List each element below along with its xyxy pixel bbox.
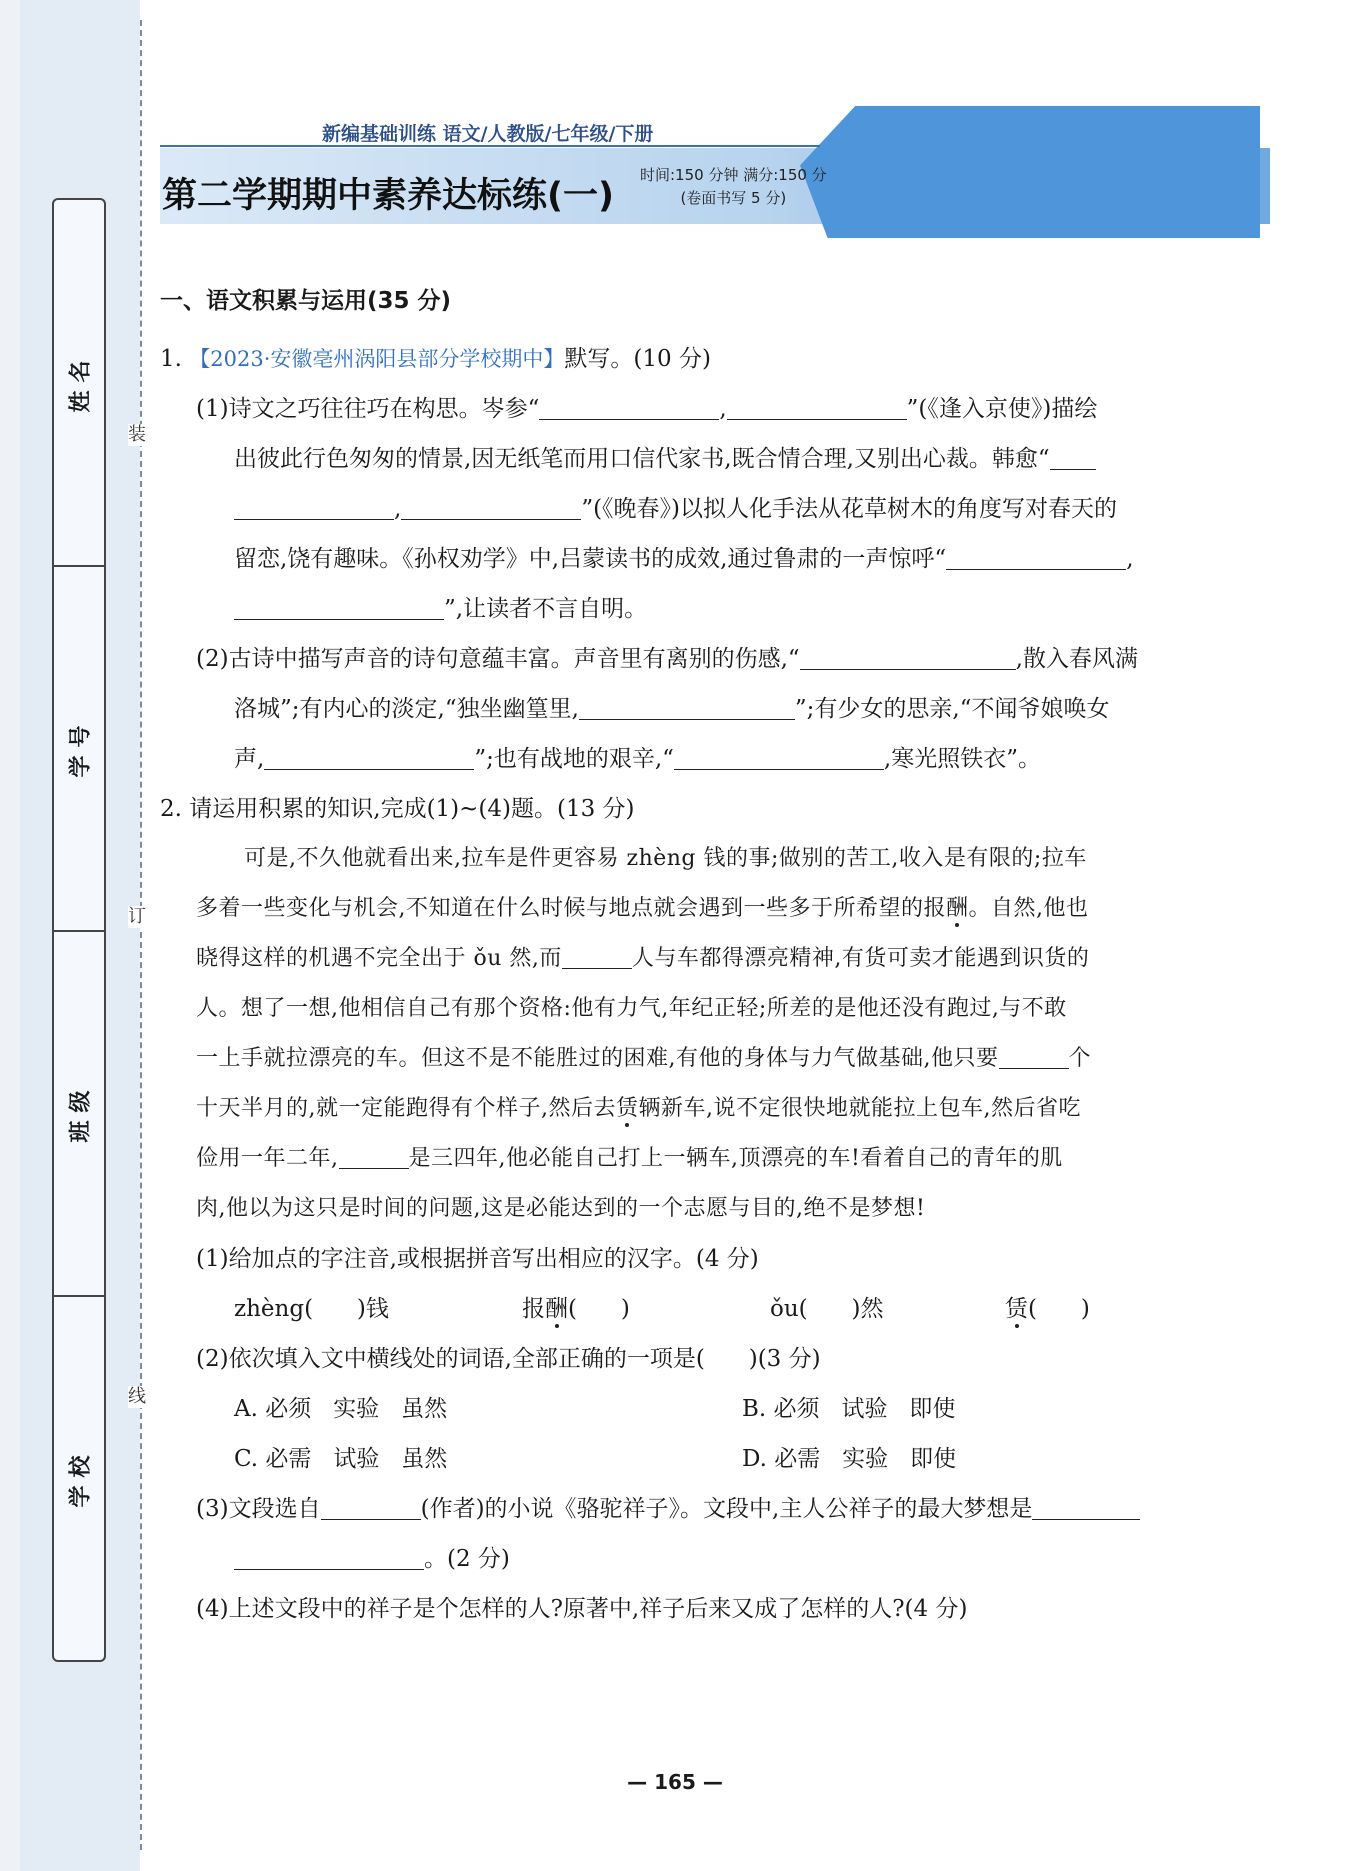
passage-line xyxy=(160,1034,1280,1084)
text: , xyxy=(719,396,727,422)
passage-line: 人。想了一想,他相信自己有那个资格:他有力气,年纪正轻;所差的是他还没有跑过,与不敢 xyxy=(196,996,1067,1021)
answer-blank[interactable] xyxy=(401,495,581,520)
handwriting-score: (卷面书写 5 分) xyxy=(680,189,787,207)
question-task: 默写。(10 分) xyxy=(564,346,711,372)
pinyin-item[interactable] xyxy=(1005,1284,1090,1334)
answer-blank[interactable] xyxy=(234,1545,424,1570)
q1-part2-line3 xyxy=(160,734,1280,784)
text: (3)文段选自 xyxy=(196,1496,321,1522)
binding-mark-xian: 线 xyxy=(128,1386,146,1407)
sub-question-3-cont xyxy=(160,1534,1280,1584)
text: 个 xyxy=(1068,1046,1092,1071)
answer-blank[interactable] xyxy=(800,645,1016,670)
text: 洛城”;有内心的淡定,“独坐幽篁里, xyxy=(234,696,579,722)
text: ǒu( xyxy=(770,1296,808,1322)
divider xyxy=(160,145,820,147)
student-number-label: 学号 xyxy=(68,717,94,778)
class-field[interactable] xyxy=(54,930,104,1295)
answer-blank[interactable] xyxy=(727,395,907,420)
text: , xyxy=(1126,546,1134,572)
name-label: 姓名 xyxy=(68,352,94,413)
text: ( ) xyxy=(1028,1296,1090,1322)
sub-question-1: (1)给加点的字注音,或根据拼音写出相应的汉字。(4 分) xyxy=(196,1246,759,1272)
answer-blank[interactable] xyxy=(562,944,632,969)
header-accent xyxy=(800,106,1260,238)
text: zhèng( xyxy=(234,1296,314,1322)
answer-blank[interactable] xyxy=(234,595,444,620)
text: 出彼此行色匆匆的情景,因无纸笔而用口信代家书,既合情合理,又别出心裁。韩愈“ xyxy=(234,446,1050,472)
binding-mark-zhuang: 装 xyxy=(128,424,146,445)
passage-line xyxy=(160,1084,1280,1134)
text: 人与车都得漂亮精神,有货可卖才能遇到识货的 xyxy=(631,946,1090,971)
time-score: 时间:150 分钟 满分:150 分 xyxy=(640,166,827,184)
text: 声, xyxy=(234,746,265,772)
answer-blank[interactable] xyxy=(579,695,795,720)
text: 。自然,他也 xyxy=(968,896,1089,921)
dotted-char: 赁 xyxy=(616,1096,639,1121)
text: 一上手就拉漂亮的车。但这不是不能胜过的困难,有他的身体与力气做基础,他只要 xyxy=(196,1046,999,1071)
passage-line xyxy=(160,884,1280,934)
answer-blank[interactable] xyxy=(234,495,394,520)
page-edge xyxy=(0,0,20,1871)
sub-question-3 xyxy=(160,1484,1280,1534)
option-d[interactable]: D. 必需 实验 即使 xyxy=(742,1446,957,1472)
text: 。(2 分) xyxy=(424,1546,510,1572)
text: )然 xyxy=(807,1296,884,1322)
book-subtitle: 新编基础训练 语文/人教版/七年级/下册 xyxy=(322,123,654,145)
question-number: 1. xyxy=(160,346,182,372)
page-number: — 165 — xyxy=(627,1770,723,1794)
text: (2)古诗中描写声音的诗句意蕴丰富。声音里有离别的伤感,“ xyxy=(196,646,800,672)
text: , xyxy=(394,496,402,522)
question-source: 【2023·安徽亳州涡阳县部分学校期中】 xyxy=(189,347,565,371)
q1-part1-line1 xyxy=(160,384,1280,434)
q1-part1-line2 xyxy=(160,434,1280,484)
binding-mark-ding: 订 xyxy=(128,906,146,927)
answer-blank[interactable] xyxy=(1032,1495,1140,1520)
binding-line xyxy=(140,20,142,1850)
school-field[interactable] xyxy=(54,1295,104,1660)
pinyin-item[interactable] xyxy=(770,1284,883,1334)
exam-info xyxy=(640,164,827,210)
text: 辆新车,说不定很快地就能拉上包车,然后省吃 xyxy=(638,1096,1082,1121)
answer-blank[interactable] xyxy=(946,545,1126,570)
text: 十天半月的,就一定能跑得有个样子,然后去 xyxy=(196,1096,616,1121)
text: ”,让读者不言自明。 xyxy=(444,596,648,622)
option-b[interactable]: B. 必须 试验 即使 xyxy=(742,1396,956,1422)
text: (1)诗文之巧往往巧在构思。岑参“ xyxy=(196,396,540,422)
passage-line: 肉,他以为这只是时间的问题,这是必能达到的一个志愿与目的,绝不是梦想! xyxy=(196,1196,926,1221)
q1-part1-line3 xyxy=(160,484,1280,534)
text: 俭用一年二年, xyxy=(196,1146,339,1171)
text: (作者)的小说《骆驼祥子》。文段中,主人公祥子的最大梦想是 xyxy=(420,1496,1033,1522)
student-number-field[interactable] xyxy=(54,565,104,930)
class-label: 班级 xyxy=(68,1082,94,1143)
dotted-char: 酬 xyxy=(946,896,969,921)
option-c[interactable]: C. 必需 试验 虽然 xyxy=(234,1446,448,1472)
pinyin-item[interactable] xyxy=(522,1284,630,1334)
text: ( ) xyxy=(568,1296,630,1322)
school-label: 学校 xyxy=(68,1447,94,1508)
question-1 xyxy=(160,334,1280,384)
text: 晓得这样的机遇不完全出于 ǒu 然,而 xyxy=(196,946,562,971)
student-info-box xyxy=(52,198,106,1662)
text: 是三四年,他必能自己打上一辆车,顶漂亮的车!看着自己的青年的肌 xyxy=(408,1146,1063,1171)
sub-question-2: (2)依次填入文中横线处的词语,全部正确的一项是( )(3 分) xyxy=(196,1346,821,1372)
options-row xyxy=(160,1434,1280,1484)
q1-part2-line1 xyxy=(160,634,1280,684)
passage-line xyxy=(160,1134,1280,1184)
text: ”(《晚春》)以拟人化手法从花草树木的角度写对春天的 xyxy=(581,496,1118,522)
answer-blank[interactable] xyxy=(1050,445,1096,470)
text: ”;有少女的思亲,“不闻爷娘唤女 xyxy=(794,696,1110,722)
answer-blank[interactable] xyxy=(539,395,719,420)
page-title: 第二学期期中素养达标练(一) xyxy=(162,176,614,216)
sub-question-4: (4)上述文段中的祥子是个怎样的人?原著中,祥子后来又成了怎样的人?(4 分) xyxy=(196,1596,968,1622)
section-title: 一、语文积累与运用(35 分) xyxy=(160,288,452,314)
q1-part2-line2 xyxy=(160,684,1280,734)
pinyin-item[interactable] xyxy=(234,1284,389,1334)
answer-blank[interactable] xyxy=(339,1144,409,1169)
text: 多着一些变化与机会,不知道在什么时候与地点就会遇到一些多于所希望的报 xyxy=(196,896,946,921)
q1-part1-line4 xyxy=(160,534,1280,584)
options-row xyxy=(160,1384,1280,1434)
text: )钱 xyxy=(313,1296,389,1322)
exam-content xyxy=(160,282,1280,1634)
option-a[interactable]: A. 必须 实验 虽然 xyxy=(234,1396,448,1422)
text: ,寒光照铁衣”。 xyxy=(883,746,1041,772)
answer-blank[interactable] xyxy=(321,1495,421,1520)
answer-blank[interactable] xyxy=(999,1044,1069,1069)
text: ”(《逢入京使》)描绘 xyxy=(906,396,1098,422)
text: ,散入春风满 xyxy=(1015,646,1138,672)
name-field[interactable] xyxy=(54,200,104,565)
passage-line xyxy=(160,934,1280,984)
answer-blank[interactable] xyxy=(674,745,884,770)
question-2: 2. 请运用积累的知识,完成(1)~(4)题。(13 分) xyxy=(160,796,635,822)
dotted-char: 赁 xyxy=(1005,1296,1028,1322)
answer-blank[interactable] xyxy=(264,745,474,770)
text: ”;也有战地的艰辛,“ xyxy=(474,746,674,772)
passage-line: 可是,不久他就看出来,拉车是件更容易 zhèng 钱的事;做别的苦工,收入是有限的;拉车 xyxy=(244,846,1087,871)
dotted-char: 酬 xyxy=(545,1296,568,1322)
text: 留恋,饶有趣味。《孙权劝学》中,吕蒙读书的成效,通过鲁肃的一声惊呼“ xyxy=(234,546,947,572)
text: 报 xyxy=(522,1296,545,1322)
pinyin-items xyxy=(160,1284,1280,1334)
q1-part1-line5 xyxy=(160,584,1280,634)
